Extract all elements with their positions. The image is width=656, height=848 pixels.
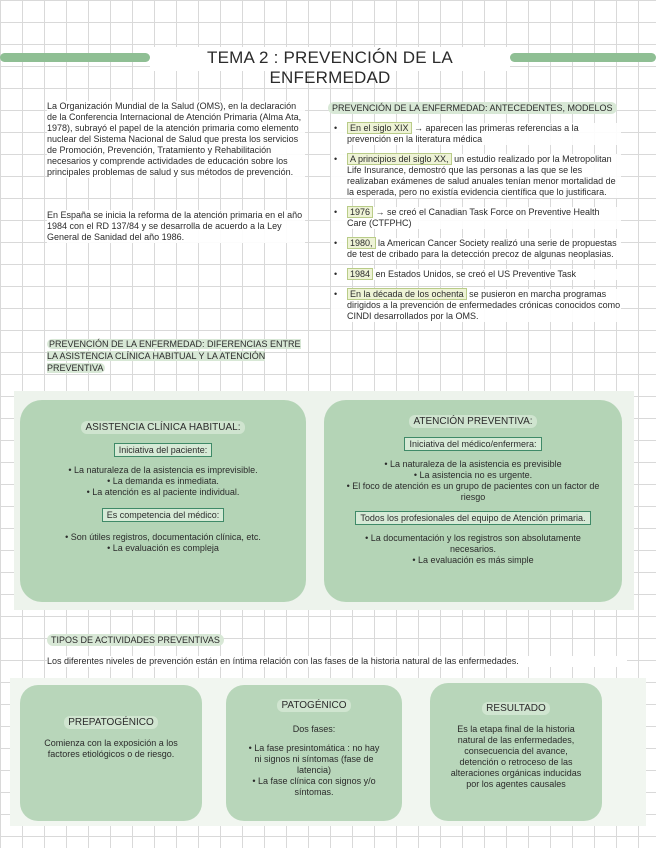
clinica-card	[20, 400, 306, 602]
tipos-heading: TIPOS DE ACTIVIDADES PREVENTIVAS	[47, 634, 224, 646]
diferencias-heading-wrap	[47, 338, 309, 374]
intro-paragraph-2: En España se inicia la reforma de la atención primaria en el año 1984 con el RD 137/84 y se desarrolla de acuerdo a la Ley General de Sanidad del año 1986.	[47, 210, 305, 243]
title-decoration-left	[0, 53, 150, 62]
preventiva-list-2	[324, 533, 622, 566]
intro-paragraph-1: La Organización Mundial de la Salud (OMS), en la declaración de la Conferencia Internacional de Atención Primaria (Alma Ata, 1978), subrayó el papel de la atención primaria como elemento nuclear del Sistema Nacional de Salud que presta los servicios de Promoción, Prevención, Tratamiento y Rehabilitación necesarios y comprende actividades de educación sobre los principales problemas de salud y sus métodos de prevención.	[47, 101, 305, 178]
prepatogenico-title: PREPATOGÉNICO	[20, 717, 202, 728]
timeline-item: • En la década de los ochenta se pusieron en marcha programas dirigidos a la prevención de enfermedades crónicas conocidos como CINDI desarrollados por la OMS.	[331, 289, 621, 322]
clinica-box-1: Iniciativa del paciente:	[114, 443, 213, 457]
preventiva-box-2: Todos los profesionales del equipo de Atención primaria.	[355, 511, 590, 525]
list-item: • La naturaleza de la asistencia es previsible	[346, 459, 600, 470]
list-item: • La fase clínica con signos y/o síntomas.	[244, 776, 384, 798]
antecedentes-section	[328, 98, 628, 116]
timeline-item: • 1976 → se creó el Canadian Task Force on Preventive Health Care (CTFPHC)	[331, 207, 621, 229]
list-item: • La evaluación es más simple	[364, 555, 582, 566]
prepatogenico-text: Comienza con la exposición a los factores etiológicos o de riesgo.	[44, 738, 178, 759]
list-item: • El foco de atención es un grupo de pacientes con un factor de riesgo	[346, 481, 600, 503]
timeline-item: • 1984 en Estados Unidos, se creó el US Preventive Task	[331, 269, 621, 280]
preventiva-title: ATENCIÓN PREVENTIVA:	[324, 416, 622, 427]
timeline-item: • En el siglo XIX → aparecen las primeras referencias a la prevención en la literatura médica	[331, 123, 621, 145]
antecedentes-timeline	[331, 123, 621, 331]
antecedentes-heading: PREVENCIÓN DE LA ENFERMEDAD: ANTECEDENTES, MODELOS	[328, 102, 617, 114]
list-item: • La demanda es inmediata.	[20, 476, 306, 487]
preventiva-card	[324, 400, 622, 602]
timeline-item: • 1980, la American Cancer Society realizó una serie de propuestas de test de cribado para la detección precoz de algunas neoplasias.	[331, 238, 621, 260]
patogenico-title: PATOGÉNICO	[226, 700, 402, 711]
tipos-intro: Los diferentes niveles de prevención están en íntima relación con las fases de la historia natural de las enfermedades.	[47, 656, 627, 667]
list-item: • La documentación y los registros son absolutamente necesarios.	[364, 533, 582, 555]
preventiva-list-1	[324, 459, 622, 503]
resultado-text: Es la etapa final de la historia natural de las enfermedades, consecuencia del avance, detención o retroceso de las alteraciones orgánicas inducidas por los agentes causales	[450, 724, 582, 789]
title-decoration-right	[510, 53, 656, 62]
patogenico-list	[226, 743, 402, 798]
resultado-card	[430, 683, 602, 821]
list-item: • La fase presintomática : no hay ni signos ni síntomas (fase de latencia)	[244, 743, 384, 776]
list-item: • La naturaleza de la asistencia es imprevisible.	[20, 465, 306, 476]
list-item: • La evaluación es compleja	[20, 543, 306, 554]
prepatogenico-card	[20, 685, 202, 821]
tipos-heading-wrap	[47, 630, 224, 648]
preventiva-box-1: Iniciativa del médico/enfermera:	[404, 437, 541, 451]
list-item: • La asistencia no es urgente.	[346, 470, 600, 481]
timeline-item: • A principios del siglo XX, un estudio realizado por la Metropolitan Life Insurance, demostró que las personas a las que se les realizaban exámenes de salud anuales tenían menor mortalidad de la esperada, pero no existía evidencia científica que lo justificara.	[331, 154, 621, 198]
clinica-title: ASISTENCIA CLÍNICA HABITUAL:	[20, 422, 306, 433]
list-item: • La atención es al paciente individual.	[20, 487, 306, 498]
resultado-title: RESULTADO	[430, 703, 602, 714]
page-title: TEMA 2 : PREVENCIÓN DE LA ENFERMEDAD	[207, 48, 453, 87]
patogenico-card	[226, 685, 402, 821]
clinica-box-2: Es competencia del médico:	[102, 508, 225, 522]
list-item: • Son útiles registros, documentación clínica, etc.	[20, 532, 306, 543]
clinica-list-1	[20, 465, 306, 498]
patogenico-intro: Dos fases:	[292, 724, 336, 734]
diferencias-heading: PREVENCIÓN DE LA ENFERMEDAD: DIFERENCIAS ENTRE LA ASISTENCIA CLÍNICA HABITUAL Y LA ATENCIÓN PREVENTIVA	[47, 339, 301, 373]
clinica-list-2	[20, 532, 306, 554]
